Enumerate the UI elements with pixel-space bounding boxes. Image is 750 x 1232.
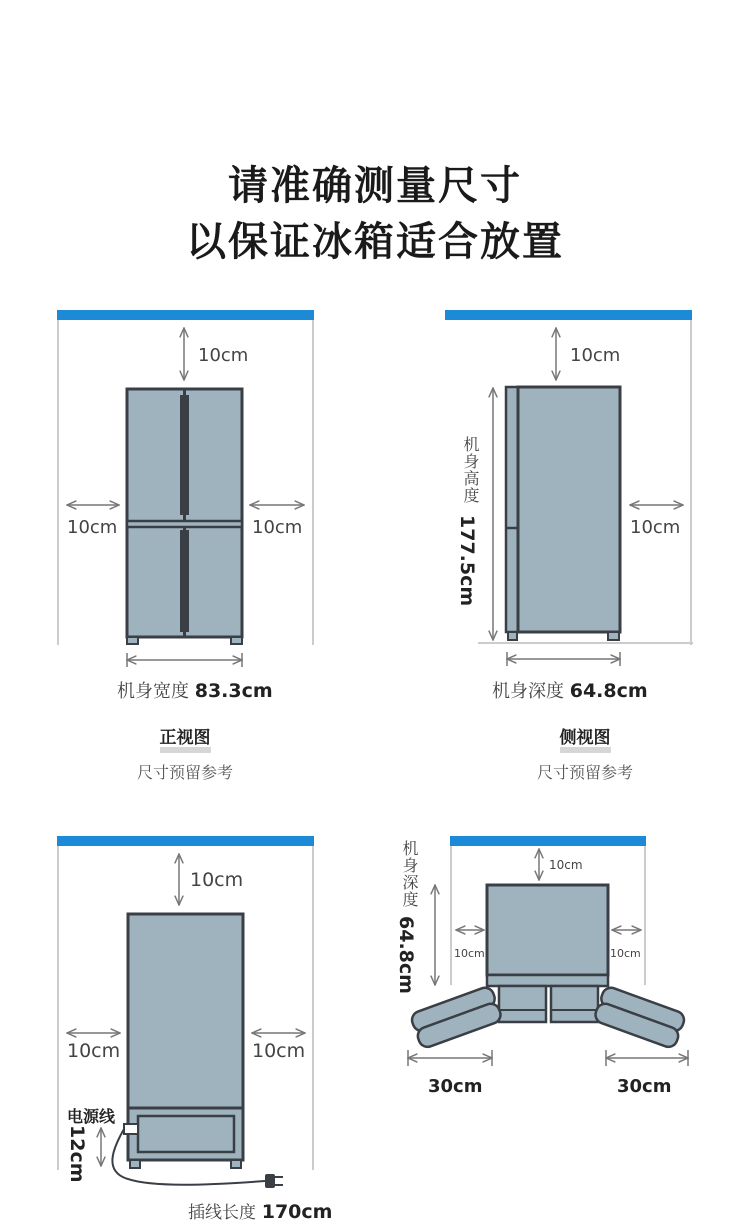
side-wall-bar [445,310,692,320]
back-top-gap: 10cm [190,869,244,891]
side-note: 尺寸预留参考 [536,763,633,782]
top-right-gap: 10cm [610,947,641,960]
back-wall-bar [57,836,314,846]
front-caption: 正视图 [130,728,240,753]
back-view-diagram [57,836,314,1188]
side-height-value: 177.5cm [456,515,478,607]
top-wall-bar [450,836,646,846]
back-cord-value: 12cm [66,1125,88,1183]
front-left-gap: 10cm [67,517,118,538]
back-plug-label: 插线长度 [188,1203,256,1223]
front-note: 尺寸预留参考 [136,763,233,782]
side-right-gap: 10cm [630,517,681,538]
top-view-diagram [408,836,688,1066]
top-top-gap: 10cm [549,858,583,872]
top-left-gap: 10cm [454,947,485,960]
top-fridge-body [487,885,608,975]
back-right-gap: 10cm [252,1040,306,1062]
front-wall-bar [57,310,314,320]
side-depth-label: 机身深度 [492,681,564,702]
side-height-label: 机身高度 [461,436,480,504]
side-depth-dimension [492,677,648,703]
front-right-gap: 10cm [252,517,303,538]
front-width-dimension [117,677,273,703]
back-left-gap: 10cm [67,1040,121,1062]
top-right-swing: 30cm [617,1076,672,1097]
back-plug-value: 170cm [261,1201,333,1223]
top-depth-label: 机身深度 [400,840,419,908]
back-plug-dimension [188,1198,332,1223]
side-depth-value: 64.8cm [569,680,648,702]
front-width-value: 83.3cm [194,680,273,702]
top-left-swing: 30cm [428,1076,483,1097]
back-cord-label: 电源线 [67,1107,116,1126]
top-depth-value: 64.8cm [395,916,417,994]
side-caption: 侧视图 [530,728,640,753]
side-view-diagram [445,310,693,666]
title-line-1: 请准确测量尺寸 [228,163,522,209]
front-width-label: 机身宽度 [117,681,189,702]
front-view-diagram [57,310,314,667]
title-line-2: 以保证冰箱适合放置 [186,219,564,265]
side-top-gap: 10cm [570,345,621,366]
side-fridge-body [518,387,620,632]
front-top-gap: 10cm [198,345,249,366]
